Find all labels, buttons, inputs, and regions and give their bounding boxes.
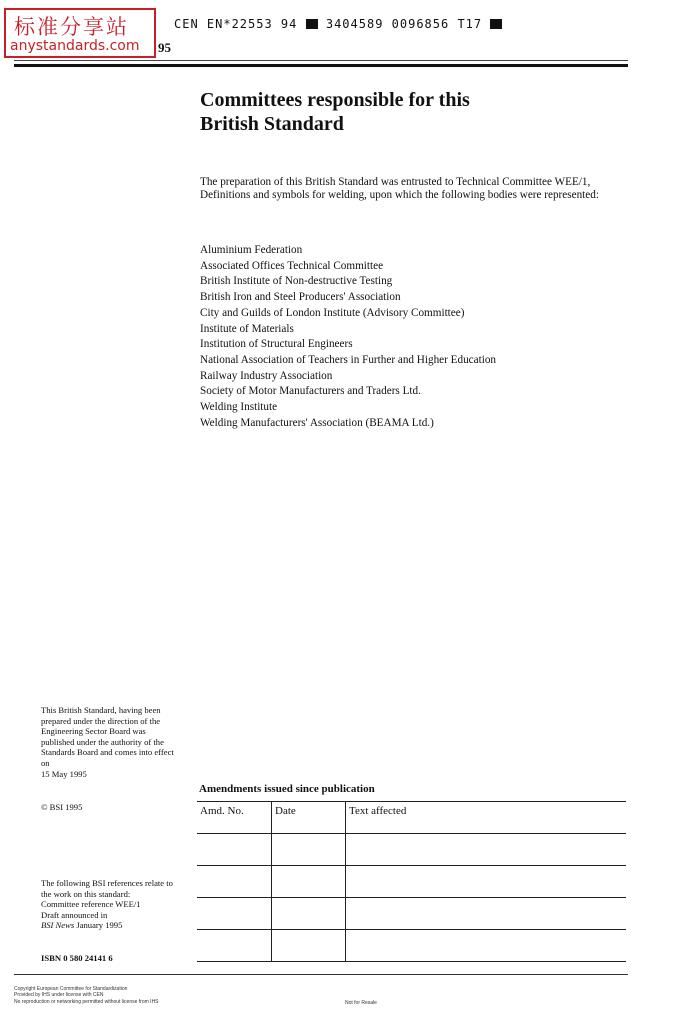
page-number-fragment: 95	[158, 40, 171, 55]
draft-announcement: Draft announced in	[41, 909, 108, 920]
footer-line: Copyright European Committee for Standardization	[14, 986, 128, 992]
copyright-line: © BSI 1995	[41, 802, 83, 812]
list-item: Associated Offices Technical Committee	[200, 259, 384, 272]
table-cell	[346, 898, 627, 930]
table-cell	[272, 866, 346, 898]
list-item: City and Guilds of London Institute (Advisory Committee)	[200, 306, 465, 319]
list-item: Aluminium Federation	[200, 244, 303, 256]
table-cell	[272, 930, 346, 962]
list-item: Welding Institute	[200, 401, 278, 414]
footer-line: Provided by IHS under license with CEN	[14, 992, 104, 999]
list-item: British Institute of Non-destructive Testing	[200, 275, 393, 288]
committee-reference: Committee reference WEE/1	[41, 899, 141, 910]
column-header-text-affected: Text affected	[346, 802, 627, 834]
amendments-title: Amendments issued since publication	[199, 783, 375, 795]
isbn: ISBN 0 580 24141 6	[41, 953, 113, 963]
page-title-line-1: Committees responsible for this	[200, 89, 470, 111]
black-block-mark	[490, 19, 502, 29]
table-cell	[272, 898, 346, 930]
represented-bodies-list	[200, 243, 496, 431]
watermark-logo-text-url: anystandards.com	[10, 38, 140, 54]
header-rule-thin	[14, 60, 628, 61]
table-row	[197, 866, 626, 898]
references-intro: The following BSI references relate to the work on this standard:	[41, 878, 173, 899]
publication-note	[41, 705, 175, 779]
page-title-line-2: British Standard	[200, 113, 344, 135]
header-code-prefix: CEN EN*22553 94	[174, 17, 298, 31]
list-item: Society of Motor Manufacturers and Traders Ltd.	[200, 385, 421, 398]
table-row	[197, 834, 626, 866]
list-item: Institute of Materials	[200, 322, 294, 335]
list-item: British Iron and Steel Producers' Association	[200, 291, 401, 304]
footer-rule	[14, 974, 628, 975]
table-header-row	[197, 802, 626, 834]
watermark-logo	[4, 8, 156, 58]
header-code-middle: 3404589 0096856 T17	[325, 17, 483, 31]
publication-note-text: This British Standard, having been prepared under the direction of the Engineering Sector Board was published under the authority of the Standards Board and comes into effect on	[41, 705, 174, 768]
table-cell	[197, 866, 272, 898]
table-cell	[197, 898, 272, 930]
watermark-logo-text-cn: 标准分享站	[14, 15, 129, 39]
document-header-code	[174, 17, 502, 31]
table-row	[197, 898, 626, 930]
footer-license-notice	[14, 986, 159, 1005]
intro-paragraph: The preparation of this British Standard was entrusted to Technical Committee WEE/1, Definitions and symbols for welding, upon which the following bodies were represented:	[200, 176, 599, 201]
table-cell	[346, 834, 627, 866]
table-cell	[197, 930, 272, 962]
list-item: Welding Manufacturers' Association (BEAMA Ltd.)	[200, 416, 434, 429]
amendments-table	[197, 801, 626, 962]
draft-source: BSI News	[41, 920, 75, 931]
page-title	[200, 88, 470, 136]
column-header-amd-no: Amd. No.	[197, 802, 272, 834]
table-cell	[346, 930, 627, 962]
list-item: Railway Industry Association	[200, 369, 333, 382]
draft-date: January 1995	[76, 920, 123, 931]
footer-line: No reproduction or networking permitted without license from IHS	[14, 998, 159, 1005]
column-header-date: Date	[272, 802, 346, 834]
list-item: National Association of Teachers in Further and Higher Education	[200, 353, 497, 366]
footer-not-for-resale: Not for Resale	[345, 1000, 377, 1006]
table-row	[197, 930, 626, 962]
effective-date: 15 May 1995	[41, 768, 87, 779]
list-item: Institution of Structural Engineers	[200, 338, 353, 351]
table-cell	[272, 834, 346, 866]
bsi-references	[41, 878, 175, 931]
table-cell	[346, 866, 627, 898]
black-block-mark	[306, 19, 318, 29]
table-cell	[197, 834, 272, 866]
header-rule-thick	[14, 64, 628, 67]
